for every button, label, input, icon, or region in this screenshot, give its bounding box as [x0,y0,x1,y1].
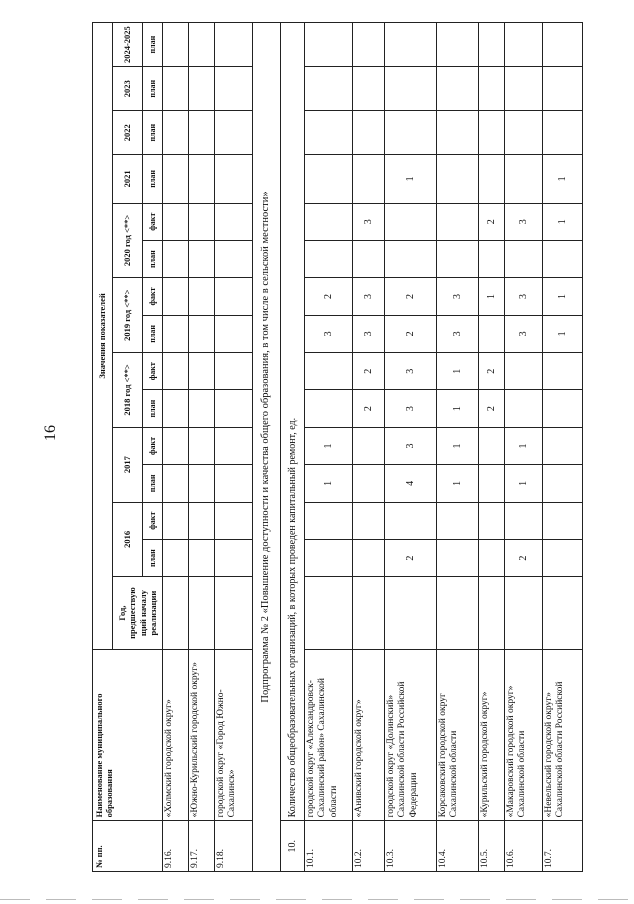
value-cell [163,353,189,390]
value-cell [215,427,253,464]
value-cell: 4 [385,465,437,502]
fact-header: факт [143,203,163,240]
year-header: 2018 год <**> [113,353,143,428]
value-cell [479,240,505,277]
value-cell [163,390,189,427]
indicator-number: 10. [281,821,305,872]
value-cell [189,577,215,650]
value-cell [353,23,385,67]
value-cell [543,427,583,464]
value-cell [543,465,583,502]
value-cell: 3 [437,315,479,352]
value-cell: 3 [353,278,385,315]
value-cell: 1 [543,155,583,203]
plan-header: план [143,315,163,352]
value-cell [479,67,505,111]
value-cell [163,240,189,277]
value-cell: 2 [479,353,505,390]
value-cell [163,539,189,576]
value-cell [305,390,353,427]
fact-header: факт [143,502,163,539]
municipality-name: Корсаковский городской округ Сахалинской области [437,649,479,821]
row-number: 9.18. [215,821,253,872]
plan-header: план [143,155,163,203]
value-cell [163,465,189,502]
value-cell [353,502,385,539]
value-cell: 1 [543,278,583,315]
value-cell [189,390,215,427]
value-cell [479,427,505,464]
value-cell [505,23,543,67]
value-cell: 3 [385,390,437,427]
row-number: 9.16. [163,821,189,872]
value-cell [215,353,253,390]
row-number: 10.5. [479,821,505,872]
table-row [305,23,353,872]
row-number: 10.2. [353,821,385,872]
value-cell [163,315,189,352]
value-cell: 3 [353,315,385,352]
value-cell: 3 [505,278,543,315]
value-cell: 1 [437,353,479,390]
plan-header: план [143,240,163,277]
value-cell [543,111,583,155]
value-cell [353,155,385,203]
table-row [505,23,543,872]
value-cell: 2 [505,539,543,576]
value-cell [437,240,479,277]
row-number: 10.1. [305,821,353,872]
value-cell [189,502,215,539]
value-cell [163,427,189,464]
value-cell: 3 [505,315,543,352]
value-cell: 1 [437,427,479,464]
value-cell [353,67,385,111]
value-cell [437,577,479,650]
value-cell [543,67,583,111]
value-cell [543,353,583,390]
table-row [353,23,385,872]
value-cell [505,577,543,650]
plan-header: план [143,23,163,67]
value-cell [505,155,543,203]
value-cell [215,502,253,539]
value-cell [353,111,385,155]
value-cell [385,23,437,67]
value-cell [385,67,437,111]
table-row [437,23,479,872]
row-number: 10.3. [385,821,437,872]
municipality-name: «Макаровский городской округ» Сахалинской области [505,649,543,821]
value-cell: 1 [437,465,479,502]
value-cell [305,111,353,155]
table-row [189,23,215,872]
value-cell [353,427,385,464]
value-cell [163,502,189,539]
value-cell: 3 [437,278,479,315]
value-cell [215,23,253,67]
value-cell [215,203,253,240]
year-header: 2017 [113,427,143,502]
fact-header: факт [143,353,163,390]
value-cell: 2 [479,390,505,427]
table-row [163,23,189,872]
value-cell [543,539,583,576]
value-cell [479,23,505,67]
value-cell [437,203,479,240]
value-cell [479,155,505,203]
year-header: 2020 год <**> [113,203,143,278]
value-cell [189,203,215,240]
table-row [215,23,253,872]
value-cell: 2 [385,539,437,576]
value-cell: 3 [385,427,437,464]
value-cell [479,315,505,352]
value-cell: 1 [505,465,543,502]
value-cell [479,539,505,576]
municipality-name: «Курильский городской округ» [479,649,505,821]
col-base-year-header: Год, предшествую щий началу реализации [113,577,163,650]
value-cell [189,427,215,464]
value-cell [189,315,215,352]
value-cell [505,67,543,111]
page-number: 16 [42,425,59,441]
value-cell [305,577,353,650]
subprogram-title: Подпрограмма № 2 «Повышение доступности и качества общего образования, в том числе в сельской местности» [253,23,281,872]
fact-header: факт [143,278,163,315]
value-cell: 2 [353,353,385,390]
value-cell [215,240,253,277]
value-cell [189,465,215,502]
value-cell [215,539,253,576]
value-cell: 2 [385,315,437,352]
value-cell [437,67,479,111]
value-cell [543,390,583,427]
value-cell: 2 [479,203,505,240]
value-cell [543,577,583,650]
row-number: 10.4. [437,821,479,872]
value-cell [437,23,479,67]
plan-header: план [143,539,163,576]
value-cell [215,67,253,111]
value-cell [305,23,353,67]
value-cell: 1 [437,390,479,427]
value-cell [189,278,215,315]
value-cell [479,502,505,539]
value-cell [215,155,253,203]
municipality-name: городской округ «Город Южно-Сахалинск» [215,649,253,821]
value-cell [163,67,189,111]
value-cell [163,203,189,240]
value-cell [215,315,253,352]
value-cell [215,465,253,502]
rotated-table-wrapper [92,22,618,872]
value-cell [385,577,437,650]
value-cell [385,240,437,277]
table-row [479,23,505,872]
scan-edge-line [0,899,634,900]
value-cell [163,111,189,155]
value-cell [189,23,215,67]
year-header: 2019 год <**> [113,278,143,353]
value-cell [163,23,189,67]
year-header: 2024-2025 [113,23,143,67]
value-cell [353,240,385,277]
value-cell [353,577,385,650]
value-cell [305,240,353,277]
value-cell [163,155,189,203]
value-cell [385,203,437,240]
year-header: 2021 [113,155,143,203]
value-cell [189,155,215,203]
value-cell [189,539,215,576]
value-cell [437,539,479,576]
year-header: 2023 [113,67,143,111]
value-cell [189,67,215,111]
value-cell [479,111,505,155]
value-cell [189,111,215,155]
value-cell [353,465,385,502]
value-cell [437,502,479,539]
value-cell [215,390,253,427]
value-cell: 1 [505,427,543,464]
value-cell: 3 [305,315,353,352]
value-cell: 3 [505,203,543,240]
value-cell [305,155,353,203]
table-row [543,23,583,872]
value-cell: 1 [543,203,583,240]
row-number: 10.7. [543,821,583,872]
value-cell [505,111,543,155]
row-number: 9.17. [189,821,215,872]
value-cell [505,390,543,427]
value-cell: 1 [543,315,583,352]
plan-header: план [143,111,163,155]
plan-header: план [143,67,163,111]
value-cell: 2 [353,390,385,427]
value-cell [215,111,253,155]
value-cell: 2 [385,278,437,315]
value-cell [505,353,543,390]
value-cell: 1 [385,155,437,203]
value-cell [505,240,543,277]
fact-header: факт [143,427,163,464]
municipality-name: городской округ «Александровск-Сахалинский район» Сахалинской области [305,649,353,821]
value-cell [385,502,437,539]
value-cell [305,539,353,576]
municipality-name: «Южно-Курильский городской округ» [189,649,215,821]
col-no-header: № пп. [93,821,163,872]
plan-header: план [143,465,163,502]
table-row [385,23,437,872]
value-cell [305,353,353,390]
value-cell [305,203,353,240]
indicator-title: Количество общеобразовательных организаций, в которых проведен капитальный ремонт, ед. [281,23,305,821]
value-cell [385,111,437,155]
value-cell: 3 [353,203,385,240]
value-cell [215,278,253,315]
value-cell [163,278,189,315]
value-cell: 3 [385,353,437,390]
value-cell: 1 [305,465,353,502]
value-cell [479,465,505,502]
value-cell [305,67,353,111]
value-cell [505,502,543,539]
municipality-name: «Холмский городской округ» [163,649,189,821]
value-cell [479,577,505,650]
value-cell: 1 [479,278,505,315]
value-cell [215,577,253,650]
indicators-table [92,22,583,872]
year-header: 2016 [113,502,143,577]
row-number: 10.6. [505,821,543,872]
value-cell [163,577,189,650]
value-cell [437,111,479,155]
value-cell [189,240,215,277]
value-cell [189,353,215,390]
value-cell: 2 [305,278,353,315]
value-cell [543,502,583,539]
municipality-name: «Невельский городской округ» Сахалинской области Российской [543,649,583,821]
value-cell: 1 [305,427,353,464]
municipality-name: городской округ «Долинский» Сахалинской области Российской Федерации [385,649,437,821]
value-cell [543,23,583,67]
value-cell [437,155,479,203]
values-title: Значения показателей [93,23,113,650]
municipality-name: «Анивский городской округ» [353,649,385,821]
year-header: 2022 [113,111,143,155]
col-name-header: Наименование муниципального образования [93,649,163,821]
value-cell [353,539,385,576]
plan-header: план [143,390,163,427]
value-cell [543,240,583,277]
value-cell [305,502,353,539]
